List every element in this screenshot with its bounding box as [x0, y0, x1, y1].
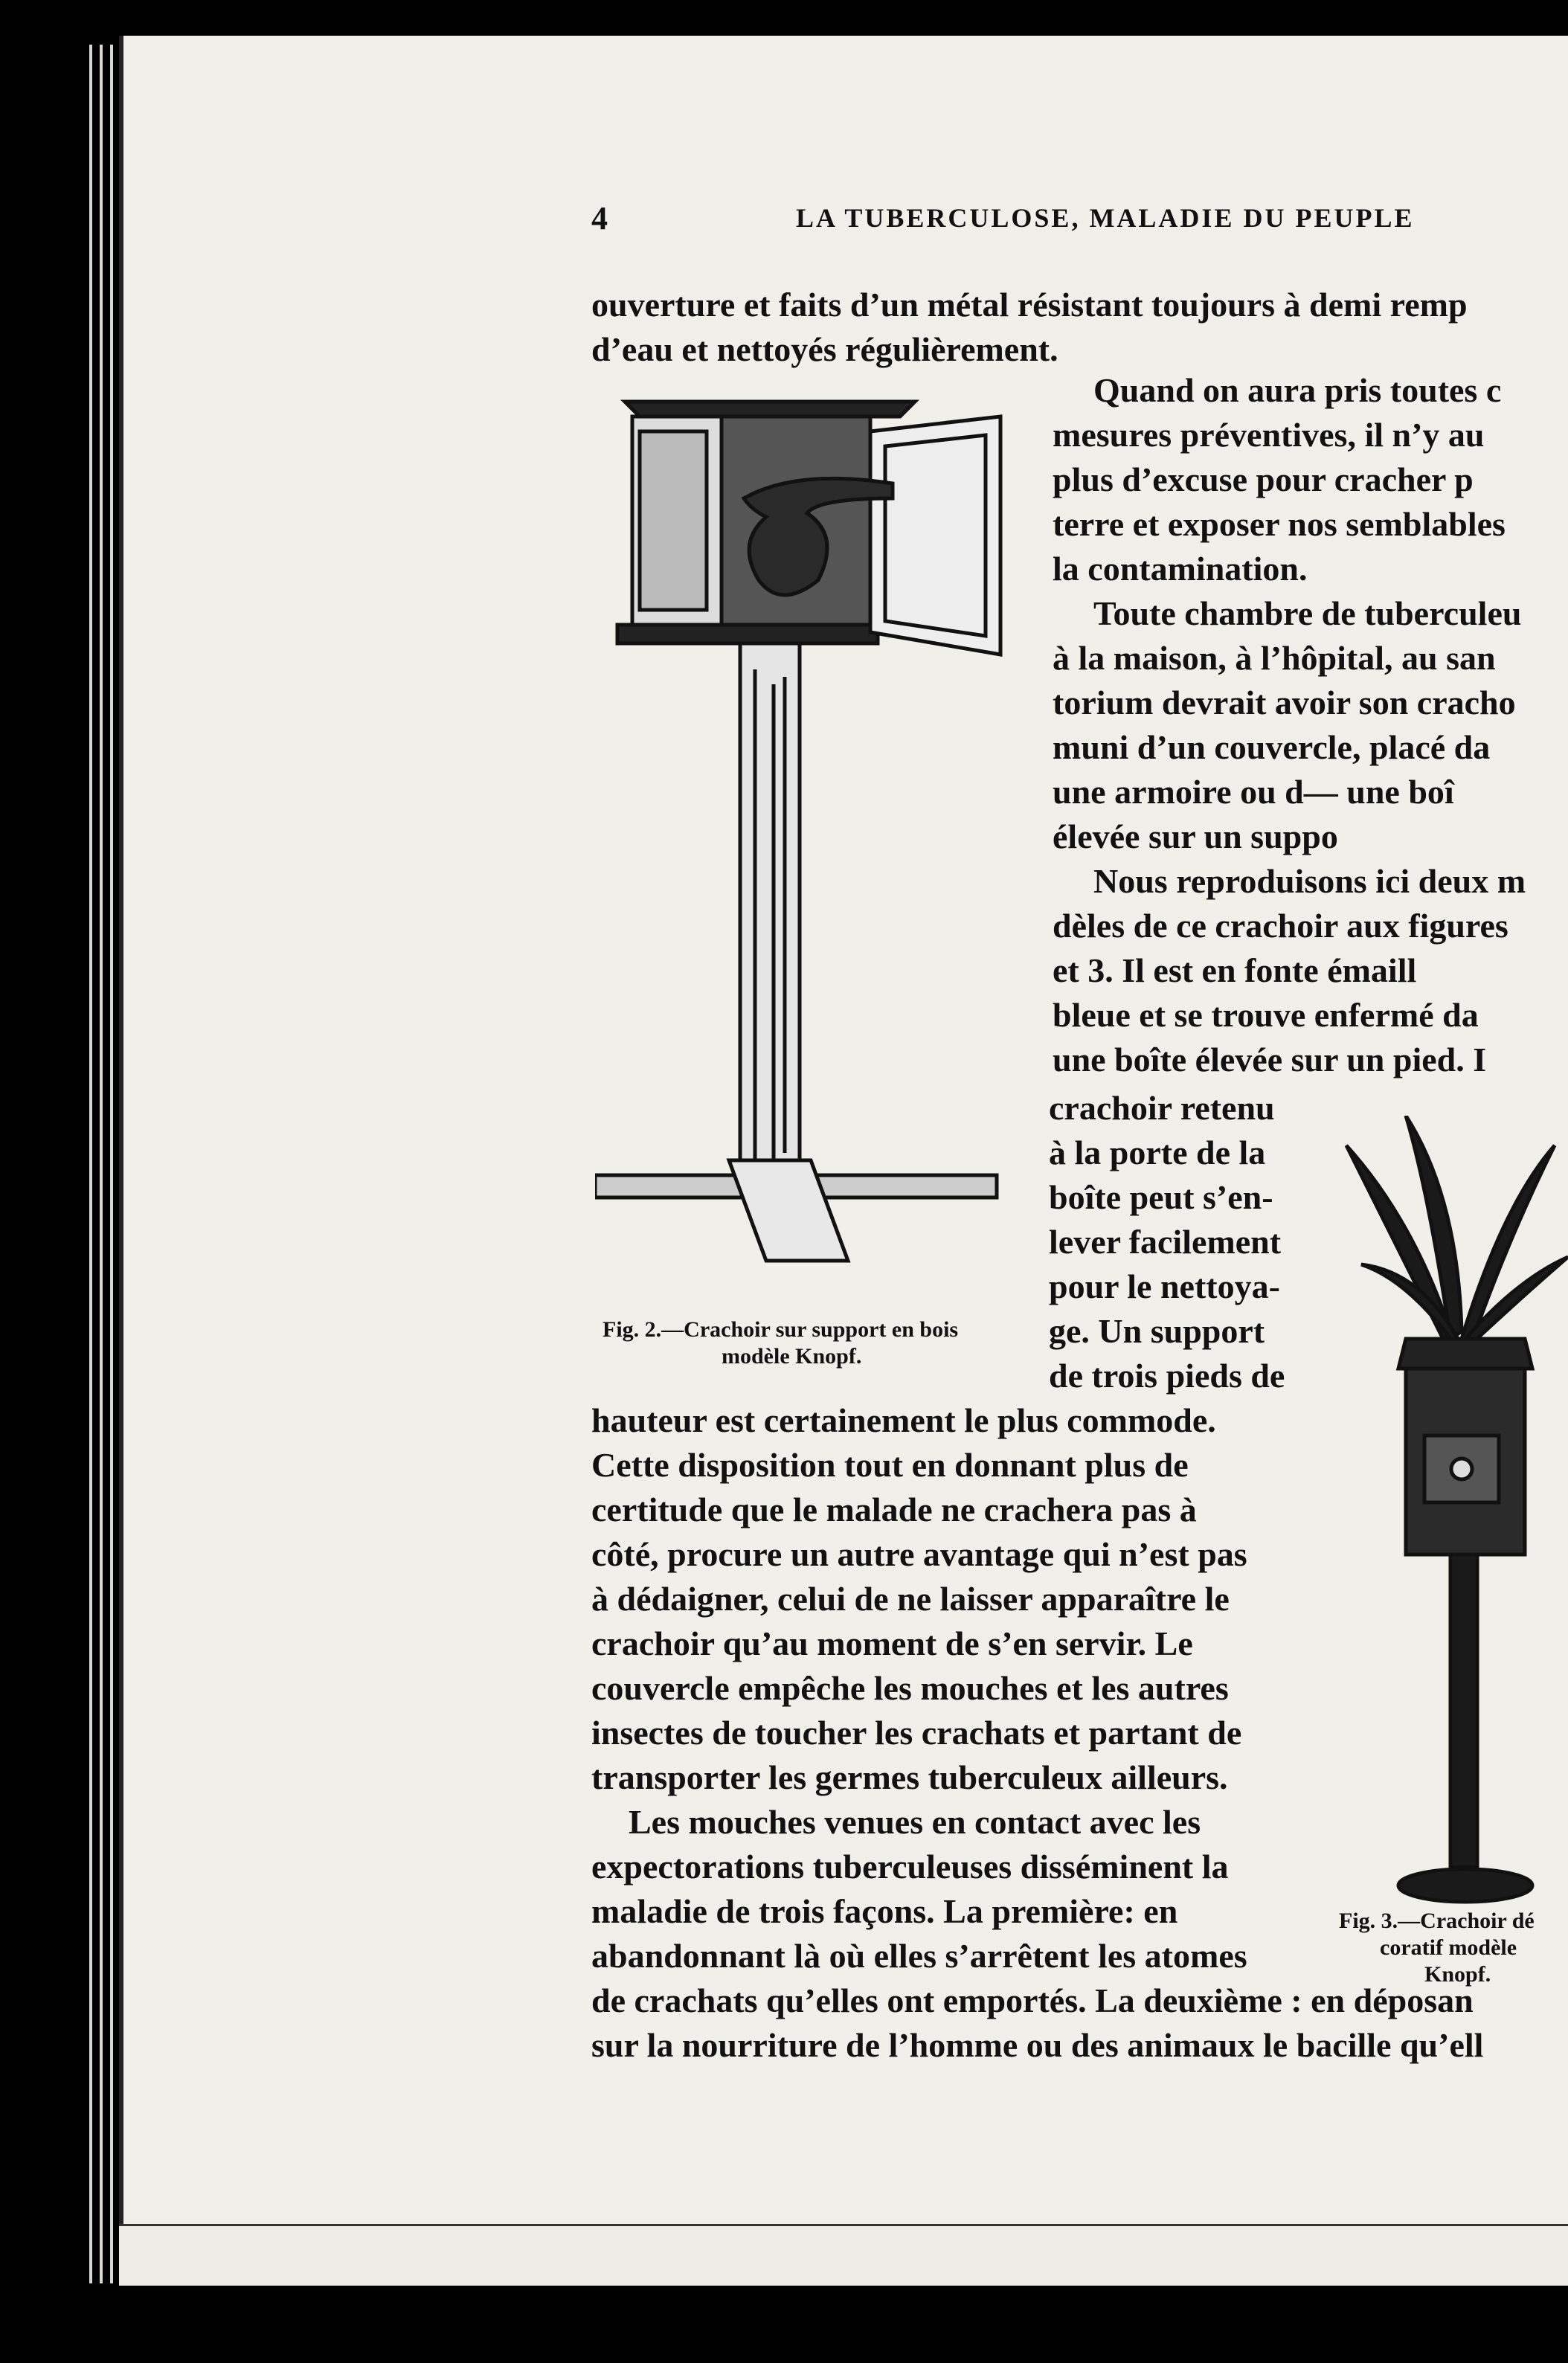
- text-line: insectes de toucher les crachats et partant de: [591, 1714, 1242, 1752]
- text-line: sur la nourriture de l’homme ou des animaux le bacille qu’ell: [591, 2026, 1484, 2064]
- text-line: ge. Un support: [1049, 1312, 1265, 1350]
- figure-2-caption-line-1: Fig. 2.—Crachoir sur support en bois: [603, 1317, 959, 1342]
- running-title: LA TUBERCULOSE, MALADIE DU PEUPLE: [796, 203, 1415, 233]
- text-line: de crachats qu’elles ont emportés. La deuxième : en déposan: [591, 1981, 1474, 2019]
- figure-3-caption-line-1: Fig. 3.—Crachoir dé: [1339, 1909, 1535, 1933]
- text-line: crachoir retenu: [1049, 1089, 1275, 1127]
- text-line: Les mouches venues en contact avec les: [629, 1803, 1201, 1841]
- text-line: à la maison, à l’hôpital, au san: [1053, 639, 1496, 677]
- text-line: mesures préventives, il n’y au: [1053, 416, 1485, 454]
- text-line: expectorations tuberculeuses disséminent la: [591, 1848, 1229, 1885]
- text-line: et 3. Il est en fonte émaill: [1053, 951, 1417, 989]
- text-line: à la porte de la: [1049, 1134, 1266, 1171]
- text-line: pour le nettoya-: [1049, 1267, 1280, 1305]
- text-line: d’eau et nettoyés régulièrement.: [591, 330, 1058, 368]
- text-line: dèles de ce crachoir aux figures: [1053, 907, 1508, 945]
- text-line: Cette disposition tout en donnant plus de: [591, 1446, 1189, 1484]
- figure-3-caption-line-2: coratif modèle: [1380, 1935, 1517, 1960]
- text-line: élevée sur un suppo: [1053, 817, 1338, 855]
- text-line: torium devrait avoir son cracho: [1053, 684, 1516, 721]
- text-line: hauteur est certainement le plus commode.: [591, 1401, 1216, 1439]
- figure-3-caption-line-3: Knopf.: [1424, 1962, 1491, 1987]
- text-line: plus d’excuse pour cracher p: [1053, 460, 1474, 498]
- text-line: abandonnant là où elles s’arrêtent les atomes: [591, 1937, 1247, 1975]
- text-line: certitude que le malade ne crachera pas à: [591, 1491, 1197, 1528]
- figure-2-caption-line-2: modèle Knopf.: [722, 1344, 862, 1369]
- text-line: lever facilement: [1049, 1223, 1282, 1261]
- text-line: couvercle empêche les mouches et les autres: [591, 1669, 1229, 1707]
- figure-3-decorative-spittoon: [1331, 1116, 1568, 1904]
- text-line: maladie de trois façons. La première: en: [591, 1892, 1178, 1930]
- text-line: transporter les germes tuberculeux ailleurs.: [591, 1758, 1228, 1796]
- text-line: bleue et se trouve enfermé da: [1053, 996, 1479, 1034]
- text-line: la contamination.: [1053, 550, 1308, 588]
- text-line: une boîte élevée sur un pied. I: [1053, 1041, 1487, 1078]
- text-line: une armoire ou d— une boî: [1053, 773, 1454, 811]
- text-line: Quand on aura pris toutes c: [1093, 371, 1502, 409]
- text-line: ouverture et faits d’un métal résistant toujours à demi remp: [591, 286, 1468, 324]
- text-line: Nous reproduisons ici deux m: [1093, 862, 1526, 900]
- figure-2-spittoon-on-stand: [595, 387, 1012, 1279]
- text-line: crachoir qu’au moment de s’en servir. Le: [591, 1624, 1193, 1662]
- text-line: boîte peut s’en-: [1049, 1178, 1273, 1216]
- text-line: Toute chambre de tuberculeu: [1093, 594, 1522, 632]
- text-line: de trois pieds de: [1049, 1357, 1285, 1395]
- text-line: côté, procure un autre avantage qui n’est pas: [591, 1535, 1247, 1573]
- page-number: 4: [591, 200, 608, 237]
- text-line: à dédaigner, celui de ne laisser apparaître le: [591, 1580, 1230, 1618]
- text-line: terre et exposer nos semblables: [1053, 505, 1506, 543]
- page-bottom-edge: [119, 2224, 1568, 2286]
- text-line: muni d’un couvercle, placé da: [1053, 728, 1491, 766]
